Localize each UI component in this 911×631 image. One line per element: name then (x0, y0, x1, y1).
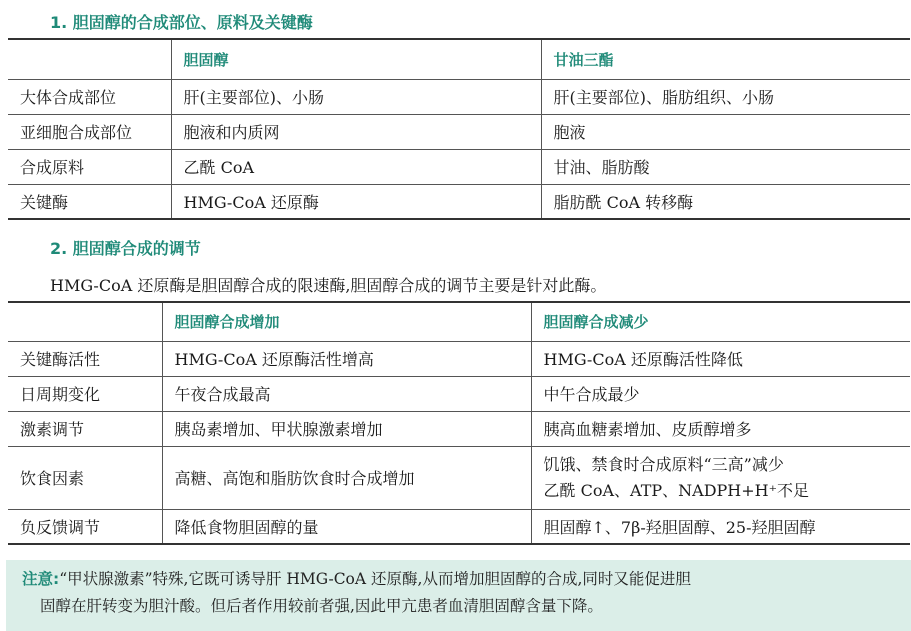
cell-value: 肝(主要部位)、小肠 (171, 79, 541, 114)
section1-title: 1. 胆固醇的合成部位、原料及关键酶 (50, 13, 313, 32)
note-line: 固醇在肝转变为胆汁酸。但后者作用较前者强,因此甲亢患者血清胆固醇含量下降。 (40, 597, 603, 615)
row-label: 亚细胞合成部位 (8, 114, 171, 149)
table-row (8, 114, 910, 149)
header-increase: 胆固醇合成增加 (162, 302, 531, 341)
table-row (8, 149, 910, 184)
cell-value: 脂肪酰 CoA 转移酶 (541, 184, 910, 219)
row-label: 关键酶 (8, 184, 171, 219)
table-header-row (8, 39, 910, 79)
cell-line: 乙酰 CoA、ATP、NADPH+H⁺不足 (543, 480, 810, 500)
table-row (8, 509, 910, 544)
cell-value: 胞液 (541, 114, 910, 149)
cell-value: 降低食物胆固醇的量 (162, 509, 531, 544)
cell-value: HMG-CoA 还原酶 (171, 184, 541, 219)
section2-intro: HMG-CoA 还原酶是胆固醇合成的限速酶,胆固醇合成的调节主要是针对此酶。 (50, 276, 607, 295)
note-label: 注意: (22, 570, 60, 588)
cell-value: 胆固醇↑、7β-羟胆固醇、25-羟胆固醇 (531, 509, 910, 544)
header-decrease: 胆固醇合成减少 (531, 302, 910, 341)
cell-value: 胰岛素增加、甲状腺激素增加 (162, 411, 531, 446)
table-row (8, 341, 910, 376)
row-label: 饮食因素 (8, 446, 162, 509)
cell-value: 高糖、高饱和脂肪饮食时合成增加 (162, 446, 531, 509)
row-label: 负反馈调节 (8, 509, 162, 544)
cell-value: 胞液和内质网 (171, 114, 541, 149)
section2-title: 2. 胆固醇合成的调节 (50, 239, 201, 258)
note-text: “甲状腺激素”特殊,它既可诱导肝 HMG-CoA 还原酶,从而增加胆固醇的合成,同时又能促进胆 (59, 570, 691, 588)
header-cell-empty (8, 39, 171, 79)
cell-value: 中午合成最少 (531, 376, 910, 411)
synthesis-site-table (8, 38, 910, 220)
row-label: 日周期变化 (8, 376, 162, 411)
cell-value: HMG-CoA 还原酶活性增高 (162, 341, 531, 376)
note-line (22, 566, 901, 593)
cell-value: 午夜合成最高 (162, 376, 531, 411)
header-triglyceride: 甘油三酯 (541, 39, 910, 79)
row-label: 合成原料 (8, 149, 171, 184)
cell-value: 肝(主要部位)、脂肪组织、小肠 (541, 79, 910, 114)
cell-line: 饥饿、禁食时合成原料“三高”减少 (543, 454, 784, 474)
cell-value: 胰高血糖素增加、皮质醇增多 (531, 411, 910, 446)
row-label: 大体合成部位 (8, 79, 171, 114)
cell-value-multiline (531, 446, 910, 509)
table-row (8, 184, 910, 219)
row-label: 激素调节 (8, 411, 162, 446)
table-row (8, 446, 910, 509)
row-label: 关键酶活性 (8, 341, 162, 376)
header-cholesterol: 胆固醇 (171, 39, 541, 79)
note-box (6, 560, 911, 631)
regulation-table (8, 301, 910, 545)
table-row (8, 79, 910, 114)
cell-value: HMG-CoA 还原酶活性降低 (531, 341, 910, 376)
table-row (8, 376, 910, 411)
header-cell-empty (8, 302, 162, 341)
table-header-row (8, 302, 910, 341)
table-row (8, 411, 910, 446)
cell-value: 乙酰 CoA (171, 149, 541, 184)
cell-value: 甘油、脂肪酸 (541, 149, 910, 184)
